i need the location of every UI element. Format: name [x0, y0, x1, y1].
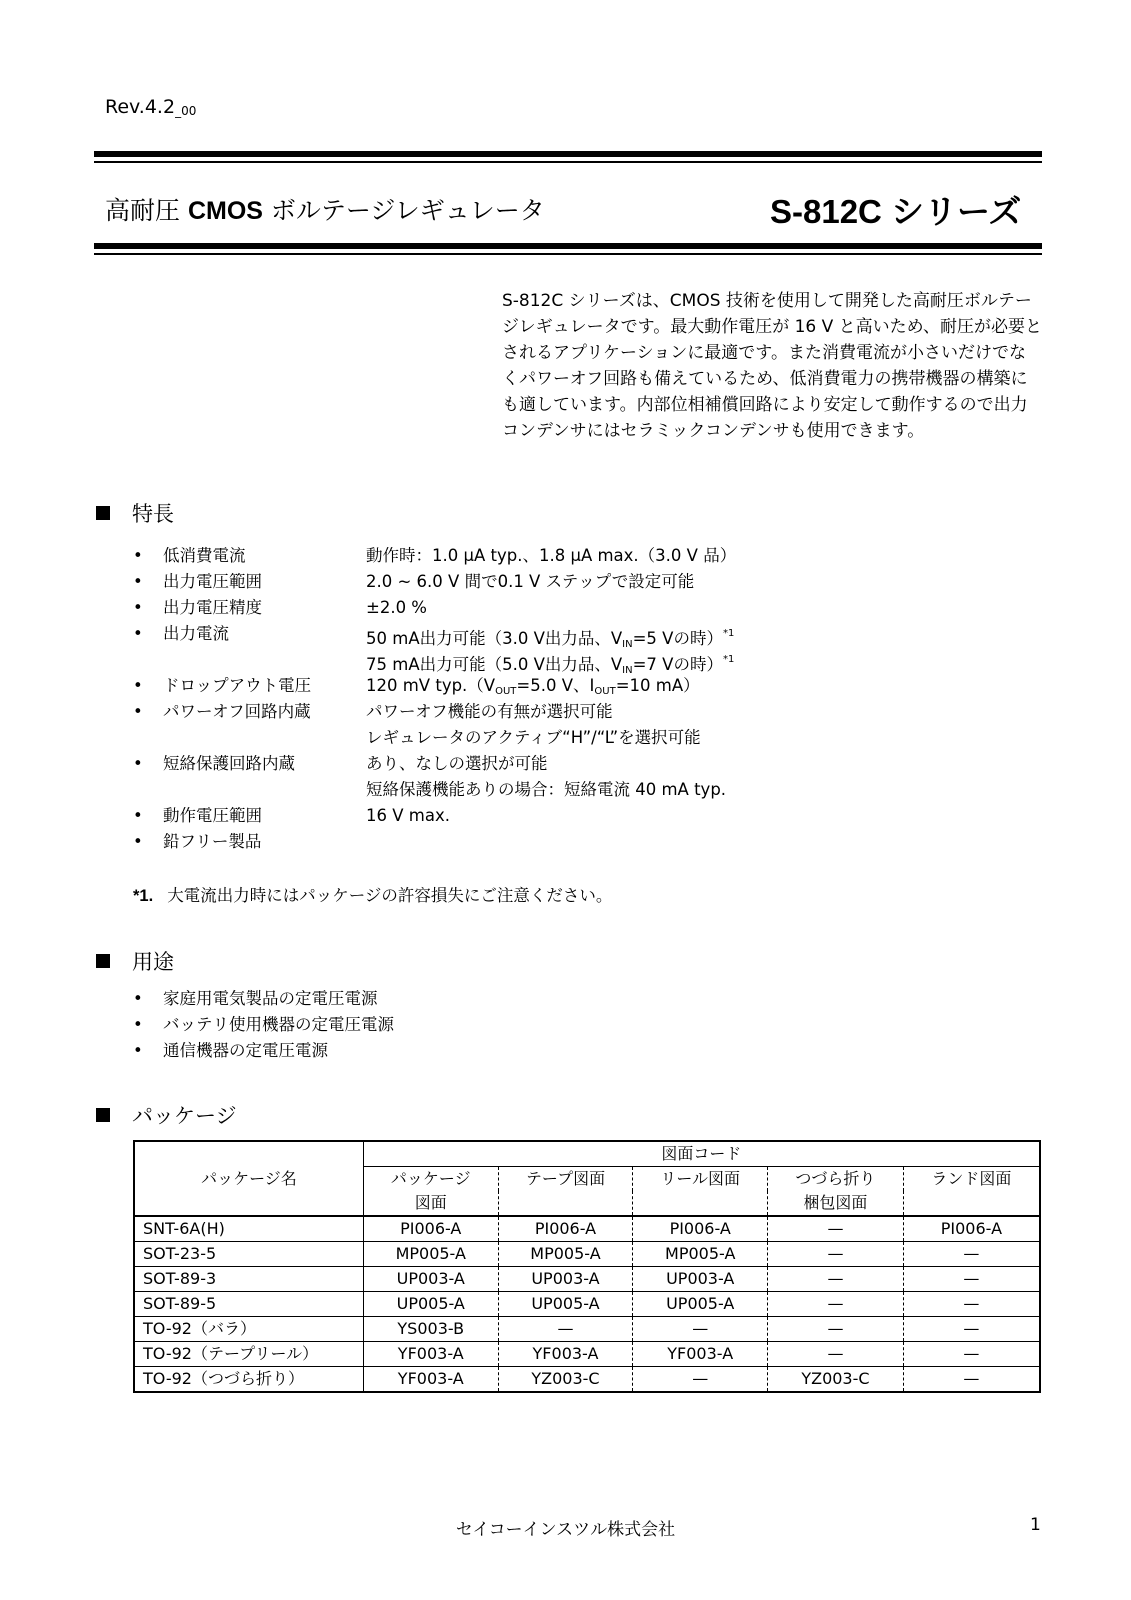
package-name-cell: TO-92（つづら折り） [134, 1367, 363, 1393]
table-row [134, 1342, 1040, 1367]
drawing-code-cell: PI006-A [498, 1216, 633, 1242]
list-item: • 出力電流 50 mA出力可能（3.0 V出力品、$V_{IN}=5$ Vの時）$^{*1}$ [133, 624, 735, 650]
drawing-code-cell: — [903, 1242, 1040, 1267]
drawing-code-cell: — [768, 1267, 904, 1292]
drawing-code-cell: — [903, 1267, 1040, 1292]
list-item: • 通信機器の定電圧電源 [133, 1041, 328, 1060]
drawing-code-cell: YF003-A [363, 1367, 498, 1393]
table-row [134, 1267, 1040, 1292]
table-row [134, 1292, 1040, 1317]
uses-heading: 用途 [96, 946, 174, 976]
drawing-code-cell: MP005-A [498, 1242, 633, 1267]
footer-company: セイコーインスツル株式会社 [455, 1520, 676, 1540]
column-header: つづら折り [768, 1167, 904, 1192]
series-title: S-812C シリーズ [770, 193, 1022, 230]
drawing-code-cell: — [903, 1342, 1040, 1367]
column-header-package-name: パッケージ名 [134, 1141, 363, 1216]
drawing-code-cell: MP005-A [633, 1242, 768, 1267]
package-name-cell: TO-92（バラ） [134, 1317, 363, 1342]
drawing-code-cell: — [903, 1367, 1040, 1393]
page-number: 1 [1030, 1515, 1041, 1535]
column-group-header: 図面コード [363, 1141, 1040, 1167]
list-item: レギュレータのアクティブ“H”/“L”を選択可能 [366, 728, 701, 747]
list-item: • 短絡保護回路内蔵 あり、なしの選択が可能 [133, 754, 548, 773]
drawing-code-cell: YZ003-C [498, 1367, 633, 1393]
list-item: • 低消費電流 動作時：1.0 µA typ.、1.8 µA max.（3.0 V 品） [133, 546, 737, 565]
column-header-line2 [633, 1191, 768, 1216]
drawing-code-cell: — [768, 1216, 904, 1242]
uses-list [133, 986, 394, 1064]
top-rule-thin [94, 161, 1042, 163]
list-item: 短絡保護機能ありの場合：短絡電流 40 mA typ. [366, 780, 727, 799]
package-name-cell: SOT-89-3 [134, 1267, 363, 1292]
footnote: *1. 大電流出力時にはパッケージの許容損失にご注意ください。 [133, 886, 613, 905]
square-bullet-icon [96, 954, 110, 968]
package-name-cell: SNT-6A(H) [134, 1216, 363, 1242]
package-table [133, 1140, 1041, 1393]
top-rule-thick [94, 151, 1042, 157]
list-item: • パワーオフ回路内蔵 パワーオフ機能の有無が選択可能 [133, 702, 613, 721]
column-header-line2 [498, 1191, 633, 1216]
list-item: • 出力電圧精度 ±2.0 % [133, 598, 427, 617]
package-name-cell: SOT-89-5 [134, 1292, 363, 1317]
packages-heading: パッケージ [96, 1100, 237, 1130]
column-header: パッケージ [390, 1169, 471, 1188]
table-row [134, 1216, 1040, 1242]
drawing-code-cell: YF003-A [633, 1342, 768, 1367]
table-row [134, 1367, 1040, 1393]
drawing-code-cell: UP005-A [633, 1292, 768, 1317]
drawing-code-cell: — [903, 1292, 1040, 1317]
drawing-code-cell: MP005-A [363, 1242, 498, 1267]
drawing-code-cell: — [498, 1317, 633, 1342]
drawing-code-cell: UP003-A [498, 1267, 633, 1292]
list-item: • 鉛フリー製品 [133, 832, 262, 851]
square-bullet-icon [96, 506, 110, 520]
drawing-code-cell: YZ003-C [768, 1367, 904, 1393]
drawing-code-cell: YF003-A [363, 1342, 498, 1367]
list-item: • ドロップアウト電圧 120 mV $typ.(V_{OUT}=5.0$ V、$I_{OUT}=10$ mA） [133, 676, 700, 697]
bottom-rule-thin [94, 253, 1042, 255]
drawing-code-cell: UP003-A [633, 1267, 768, 1292]
square-bullet-icon [96, 1108, 110, 1122]
list-item: • バッテリ使用機器の定電圧電源 [133, 1015, 394, 1034]
drawing-code-cell: PI006-A [903, 1216, 1040, 1242]
drawing-code-cell: UP003-A [363, 1267, 498, 1292]
drawing-code-cell: — [768, 1317, 904, 1342]
drawing-code-cell: UP005-A [498, 1292, 633, 1317]
column-header: リール図面 [633, 1167, 768, 1192]
drawing-code-cell: — [768, 1242, 904, 1267]
drawing-code-cell: — [768, 1292, 904, 1317]
drawing-code-cell: UP005-A [363, 1292, 498, 1317]
drawing-code-cell: YS003-B [363, 1317, 498, 1342]
list-item: • 動作電圧範囲 16 V max. [133, 806, 450, 825]
drawing-code-cell: — [633, 1367, 768, 1393]
revision-label: $Rev.4.2_{\_00}$ [105, 96, 197, 118]
intro-paragraph: S-812C シリーズは、CMOS 技術を使用して開発した高耐圧ボルテージレギュレータです。最大動作電圧が 16 V と高いため、耐圧が必要とされるアプリケーションに最適です。また消費電流が小さいだけでなくパワーオフ回路も備えているため、低消費電力の携帯機器の構築にも適しています。内部位相補償回路により安定して動作するので出力コンデンサにはセラミックコンデンサも使用できます。 [502, 291, 1043, 441]
drawing-code-cell: PI006-A [633, 1216, 768, 1242]
list-item: 75 mA出力可能（5.0 V出力品、$V_{IN}=7$ Vの時）$^{*1}$ [366, 654, 735, 676]
column-header: テープ図面 [498, 1167, 633, 1192]
column-header-line2: 梱包図面 [768, 1191, 904, 1216]
features-list [133, 543, 833, 855]
drawing-code-cell: YF003-A [498, 1342, 633, 1367]
package-name-cell: TO-92（テープリール） [134, 1342, 363, 1367]
drawing-code-cell: — [903, 1317, 1040, 1342]
list-item: • 出力電圧範囲 2.0 ~ 6.0 V 間で0.1 V ステップで設定可能 [133, 572, 695, 591]
drawing-code-cell: PI006-A [363, 1216, 498, 1242]
document-title: 高耐圧 CMOS ボルテージレギュレータ [105, 196, 545, 225]
drawing-code-cell: — [633, 1317, 768, 1342]
drawing-code-cell: — [768, 1342, 904, 1367]
package-name-cell: SOT-23-5 [134, 1242, 363, 1267]
list-item: • 家庭用電気製品の定電圧電源 [133, 989, 378, 1008]
column-header: ランド図面 [903, 1167, 1040, 1192]
column-header-line2: 図面 [414, 1193, 447, 1212]
table-row [134, 1242, 1040, 1267]
features-heading: 特長 [96, 498, 174, 528]
table-row [134, 1317, 1040, 1342]
bottom-rule-thick [94, 243, 1042, 249]
column-header-line2 [903, 1191, 1040, 1216]
